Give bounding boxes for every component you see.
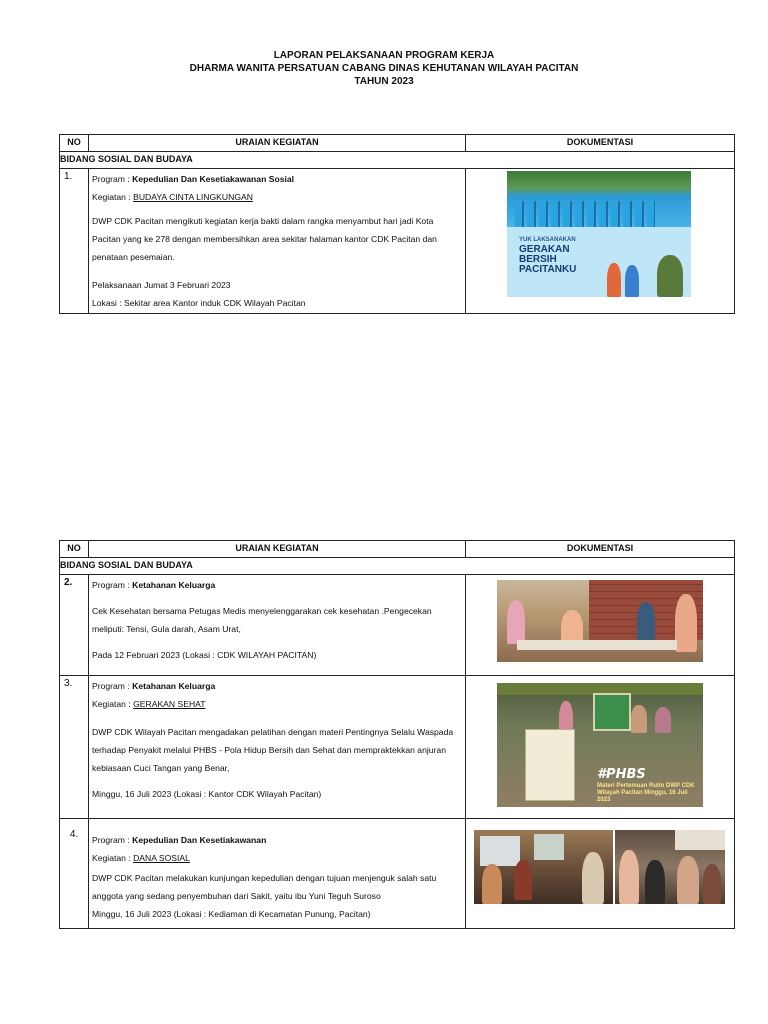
- kegiatan-line: Kegiatan : GERAKAN SEHAT: [92, 699, 206, 709]
- photo-health-check: [497, 580, 703, 662]
- banner-small-text: YUK LAKSANAKAN: [519, 237, 576, 243]
- date-text: Pada 12 Februari 2023 (Lokasi : CDK WILAYAH PACITAN): [92, 650, 317, 660]
- col-uraian: URAIAN KEGIATAN: [89, 541, 466, 558]
- col-no: NO: [60, 135, 89, 152]
- row-number: 3.: [60, 676, 89, 819]
- photo-group: [507, 171, 691, 227]
- kegiatan-name: GERAKAN SEHAT: [133, 699, 206, 709]
- program-name: Kepedulian Dan Kesetiakawanan: [132, 835, 267, 845]
- date-text: Minggu, 16 Juli 2023 (Lokasi : Kantor CDK Wilayah Pacitan): [92, 789, 322, 799]
- row-number: 1.: [60, 169, 89, 314]
- activity-table-1: [59, 134, 735, 314]
- photo-tag: #PHBS: [597, 767, 646, 782]
- title-line-1: LAPORAN PELAKSANAAN PROGRAM KERJA: [273, 50, 495, 61]
- row-number: 2.: [60, 575, 89, 676]
- title-line-3: TAHUN 2023: [354, 76, 414, 87]
- table-row: [60, 575, 735, 676]
- program-line: Program : Kepedulian Dan Kesetiakawanan: [92, 835, 267, 845]
- program-name: Kepedulian Dan Kesetiakawanan Sosial: [132, 174, 295, 184]
- kegiatan-line: Kegiatan : BUDAYA CINTA LINGKUNGAN: [92, 192, 253, 202]
- description-text: DWP CDK Wilayah Pacitan mengadakan pelatihan dengan materi Pentingnya Selalu Waspada terhadap Penyakit melalui PHBS - Pola Hidup Bersih dan Sehat dan mempraktekkan anjuran kebiasaan Cuci Tangan yang Benar,: [92, 727, 454, 773]
- section-label: BIDANG SOSIAL DAN BUDAYA: [60, 558, 735, 575]
- table-header-row: [60, 135, 735, 152]
- title-line-2: DHARMA WANITA PERSATUAN CABANG DINAS KEHUTANAN WILAYAH PACITAN: [189, 63, 579, 74]
- photo-visit-2: [615, 830, 725, 904]
- documentation-cell: [466, 575, 735, 676]
- program-line: Program : Kepedulian Dan Kesetiakawanan Sosial: [92, 174, 295, 184]
- kegiatan-name: DANA SOSIAL: [133, 853, 190, 863]
- col-dokumentasi: DOKUMENTASI: [466, 135, 735, 152]
- table-header-row: [60, 541, 735, 558]
- section-label: BIDANG SOSIAL DAN BUDAYA: [60, 152, 735, 169]
- photo-banner: [507, 227, 691, 297]
- activity-table-2: [59, 540, 735, 929]
- table-row: [60, 819, 735, 929]
- date-text: Pelaksanaan Jumat 3 Februari 2023: [92, 280, 231, 290]
- banner-big-text: GERAKAN BERSIH PACITANKU: [519, 244, 577, 275]
- row-number: 4.: [60, 819, 89, 929]
- people-figures: [515, 201, 655, 227]
- col-no: NO: [60, 541, 89, 558]
- documentation-cell: [466, 169, 735, 314]
- photo-caption: Materi Pertemuan Rutin DWP CDK Wilayah Pacitan Minggu, 16 Juli 2023: [597, 783, 695, 803]
- col-dokumentasi: DOKUMENTASI: [466, 541, 735, 558]
- report-title: [0, 49, 768, 88]
- photo-visit-1: [474, 830, 613, 904]
- location-text: Lokasi : Sekitar area Kantor induk CDK Wilayah Pacitan: [92, 298, 306, 308]
- section-row: [60, 152, 735, 169]
- section-row: [60, 558, 735, 575]
- documentation-cell: [466, 676, 735, 819]
- row-description: [89, 575, 466, 676]
- date-text: Minggu, 16 Juli 2023 (Lokasi : Kediaman di Kecamatan Punung, Pacitan): [92, 909, 371, 919]
- col-uraian: URAIAN KEGIATAN: [89, 135, 466, 152]
- row-description: [89, 819, 466, 929]
- table-row: [60, 676, 735, 819]
- row-description: [89, 169, 466, 314]
- program-line: Program : Ketahanan Keluarga: [92, 681, 216, 691]
- photo-phbs-training: [497, 683, 703, 807]
- kegiatan-name: BUDAYA CINTA LINGKUNGAN: [133, 192, 253, 202]
- description-text: DWP CDK Pacitan mengikuti kegiatan kerja bakti dalam rangka menyambut hari jadi Kota Pacitan yang ke 278 dengan membersihkan area sekitar halaman kantor CDK Pacitan dan penataan pesemaian.: [92, 216, 437, 262]
- program-name: Ketahanan Keluarga: [132, 681, 216, 691]
- description-text: DWP CDK Pacitan melakukan kunjungan kepedulian dengan tujuan menjenguk salah satu anggota yang sedang penyembuhan dari Sakit, yaitu ibu Yuni Teguh Suroso: [92, 873, 437, 901]
- program-line: Program : Ketahanan Keluarga: [92, 580, 216, 590]
- row-description: [89, 676, 466, 819]
- program-name: Ketahanan Keluarga: [132, 580, 216, 590]
- description-text: Cek Kesehatan bersama Petugas Medis menyelenggarakan cek kesehatan .Pengecekan meliputi: Tensi, Gula darah, Asam Urat,: [92, 606, 432, 634]
- kegiatan-line: Kegiatan : DANA SOSIAL: [92, 853, 190, 863]
- table-row: [60, 169, 735, 314]
- documentation-cell: [466, 819, 735, 929]
